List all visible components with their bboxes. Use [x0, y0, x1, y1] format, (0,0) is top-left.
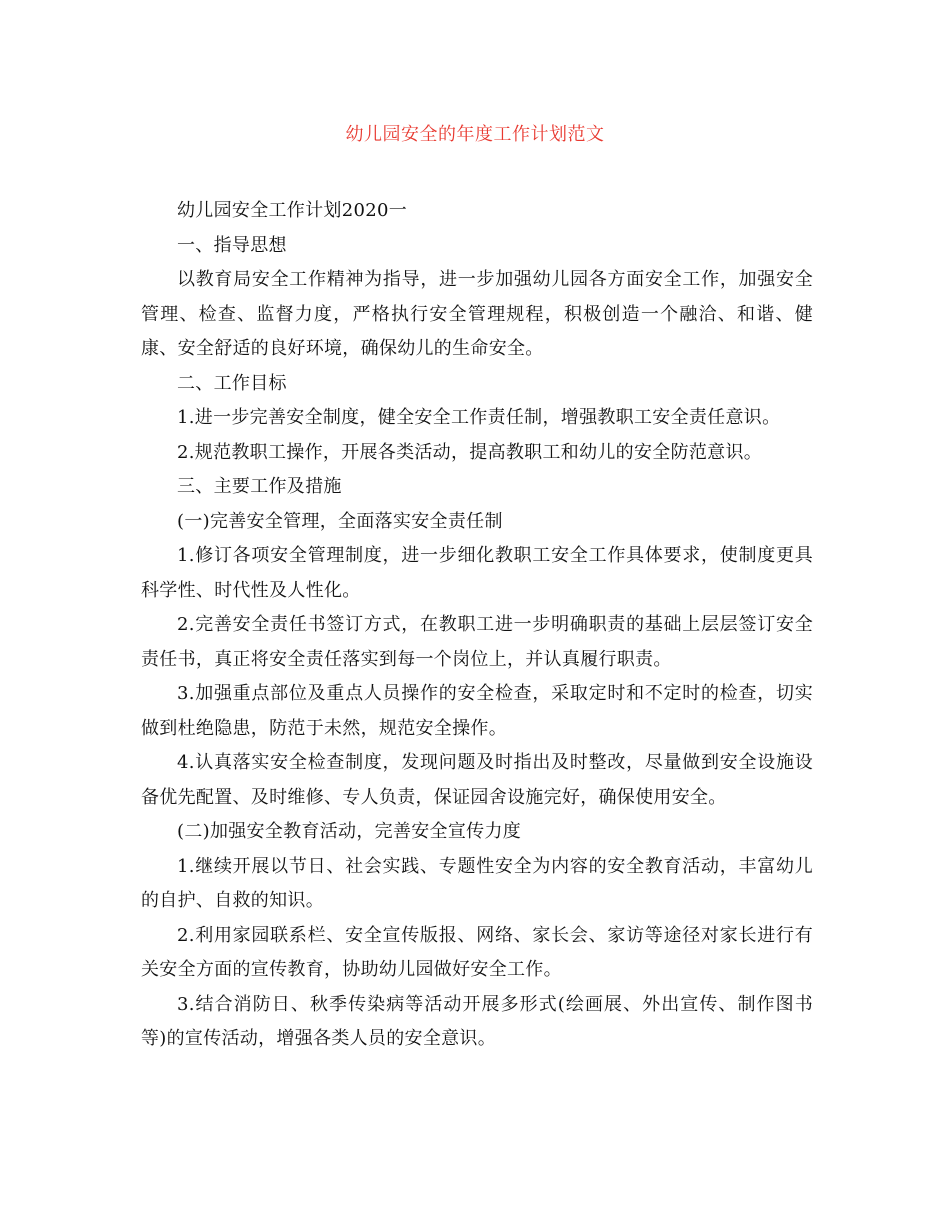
section-heading-guiding-ideology: 一、指导思想 [177, 234, 287, 256]
section-heading-work-goals: 二、工作目标 [177, 372, 287, 394]
subsection-heading-safety-management: (一)完善安全管理，全面落实安全责任制 [177, 510, 503, 532]
paragraph-management-2: 2.完善安全责任书签订方式，在教职工进一步明确职责的基础上层层签订安全责任书，真正将安全责任落实到每一个岗位上，并认真履行职责。 [141, 614, 813, 670]
paragraph-goal-1: 1.进一步完善安全制度，健全安全工作责任制，增强教职工安全责任意识。 [177, 407, 781, 428]
paragraph-education-2: 2.利用家园联系栏、安全宣传版报、网络、家长会、家访等途径对家长进行有关安全方面的宣传教育，协助幼儿园做好安全工作。 [141, 924, 813, 980]
paragraph-management-4: 4.认真落实安全检查制度，发现问题及时指出及时整改，尽量做到安全设施设备优先配置、及时维修、专人负责，保证园舍设施完好，确保使用安全。 [141, 752, 813, 808]
document-title: 幼儿园安全的年度工作计划范文 [345, 124, 605, 145]
paragraph-management-1: 1.修订各项安全管理制度，进一步细化教职工安全工作具体要求，使制度更具科学性、时代性及人性化。 [141, 545, 813, 601]
paragraph-education-3: 3.结合消防日、秋季传染病等活动开展多形式(绘画展、外出宣传、制作图书等)的宣传活动，增强各类人员的安全意识。 [141, 993, 813, 1049]
paragraph-goal-2: 2.规范教职工操作，开展各类活动，提高教职工和幼儿的安全防范意识。 [177, 441, 763, 463]
paragraph-management-3: 3.加强重点部位及重点人员操作的安全检查，采取定时和不定时的检查，切实做到杜绝隐患，防范于未然，规范安全操作。 [141, 683, 813, 739]
paragraph-education-1: 1.继续开展以节日、社会实践、专题性安全为内容的安全教育活动，丰富幼儿的自护、自救的知识。 [141, 855, 813, 911]
subsection-heading-safety-education: (二)加强安全教育活动，完善安全宣传力度 [177, 821, 522, 842]
paragraph-guiding-ideology: 以教育局安全工作精神为指导，进一步加强幼儿园各方面安全工作，加强安全管理、检查、监督力度，严格执行安全管理规程，积极创造一个融洽、和谐、健康、安全舒适的良好环境，确保幼儿的生命安全。 [141, 269, 813, 359]
section-heading-main-work: 三、主要工作及措施 [177, 476, 342, 497]
document-body [141, 194, 813, 1057]
paragraph-plan-heading: 幼儿园安全工作计划2020一 [177, 200, 408, 221]
